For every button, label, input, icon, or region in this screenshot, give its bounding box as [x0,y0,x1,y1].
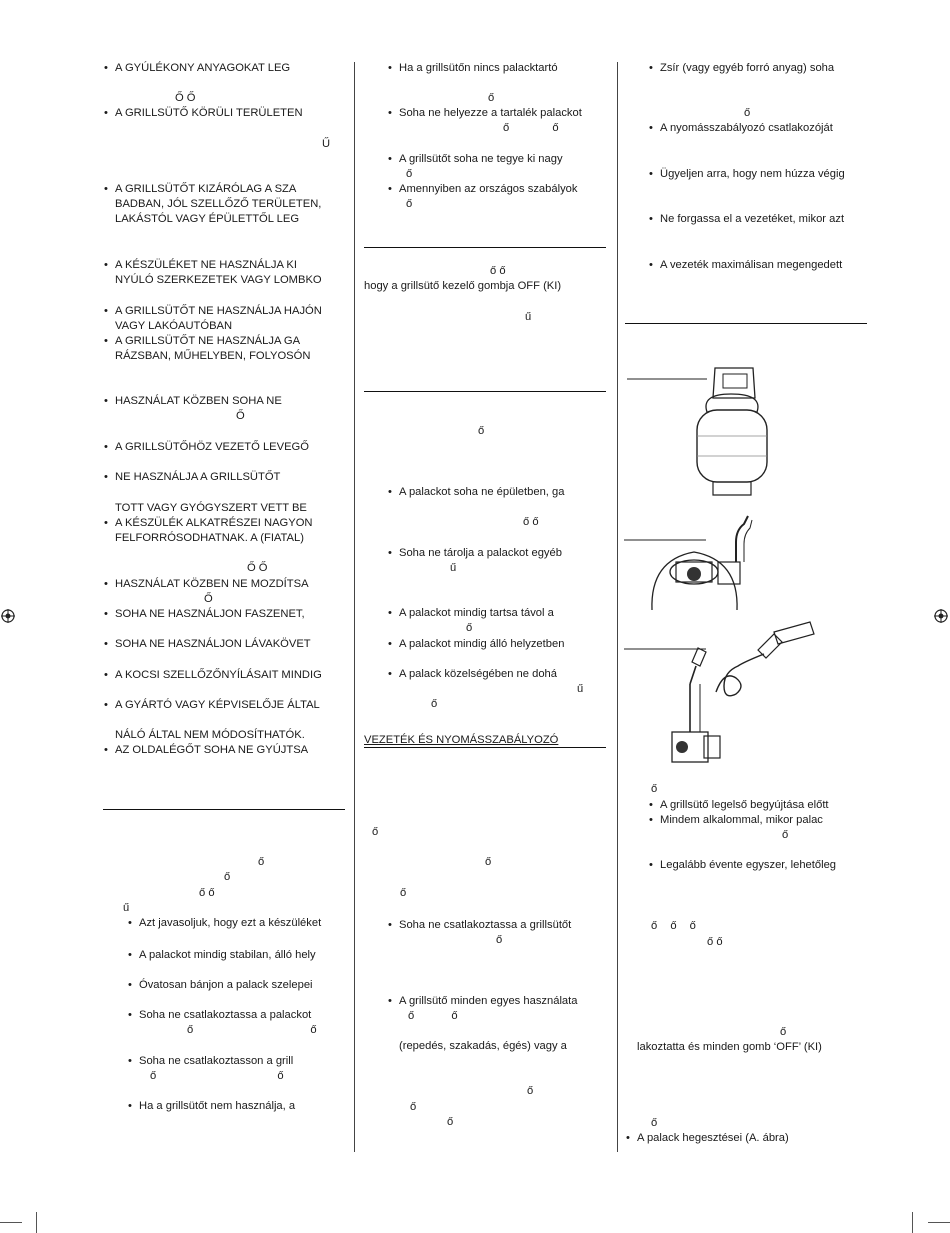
text-line: LAKÁSTÓL VAGY ÉPÜLETTŐL LEG [115,213,300,225]
text-line: hogy a grillsütő kezelő gombja OFF (KI) [364,280,562,292]
storage-item: • A palackot mindig tartsa távol a [399,606,554,621]
safety-item: • A GRILLSÜTŐT KIZÁRÓLAG A SZA [115,182,296,197]
text-fragment: ő ő [523,516,539,528]
text-fragment: Ű [322,138,331,150]
leak-test-item: • A palack hegesztései (A. ábra) [637,1131,789,1146]
text-fragment: ő [527,1085,534,1097]
text-fragment: ő ő [408,1010,458,1022]
text-fragment: ő [782,829,789,841]
safety-item: • HASZNÁLAT KÖZBEN SOHA NE [115,394,282,409]
text-line: (repedés, szakadás, égés) vagy a [399,1040,567,1052]
text-fragment: ő [744,107,751,119]
section-rule [364,247,606,248]
hose-item: • Ügyeljen arra, hogy nem húzza végig [660,167,845,182]
text-fragment: ő ő [199,887,215,899]
text-fragment: ő [406,198,413,210]
storage-item: • Soha ne tárolja a palackot egyéb [399,546,562,561]
hose-item: • Ne forgassa el a vezetéket, mikor azt [660,212,844,227]
hose-item: • Soha ne csatlakoztassa a grillsütőt [399,918,571,933]
text-line: RÁZSBAN, MŰHELYBEN, FOLYOSÓN [115,350,311,362]
crop-mark [36,1212,37,1233]
safety-item: • Amennyiben az országos szabályok [399,182,577,197]
text-line: TOTT VAGY GYÓGYSZERT VETT BE [115,502,307,514]
text-fragment: ő [651,1117,658,1129]
safety-item: • NE HASZNÁLJA A GRILLSÜTŐT [115,470,280,485]
text-fragment: ő [447,1116,454,1128]
storage-item: • A palackot soha ne épületben, ga [399,485,564,500]
registration-mark-icon [934,609,948,623]
text-fragment: ő ő [187,1024,317,1036]
leak-test-item: • Legalább évente egyszer, lehetőleg [660,858,836,873]
gas-bottle-item: • Azt javasoljuk, hogy ezt a készüléket [139,916,321,931]
text-fragment: ő [224,871,231,883]
column-divider-left [354,62,355,1152]
hose-regulator-figure [624,622,824,772]
safety-item: • A GRILLSÜTŐHÖZ VEZETŐ LEVEGŐ [115,440,309,455]
text-fragment: Ő [236,410,245,422]
text-fragment: Ő Ő [247,562,268,574]
text-line: VAGY LAKÓAUTÓBAN [115,320,233,332]
safety-item: • HASZNÁLAT KÖZBEN NE MOZDÍTSA [115,577,309,592]
storage-item: • A palack közelségében ne dohá [399,667,557,682]
text-line: lakoztatta és minden gomb ‘OFF’ (KI) [637,1041,822,1053]
text-fragment: ő [400,887,407,899]
gas-bottle-figure [627,360,777,500]
text-fragment: ű [123,902,130,914]
hose-item: • A nyomásszabályozó csatlakozóját [660,121,833,136]
text-fragment: ő ő [707,936,723,948]
text-fragment: ű [450,562,457,574]
storage-item: • A palackot mindig álló helyzetben [399,637,564,652]
text-fragment: ő ő [150,1070,284,1082]
gas-bottle-item: • Soha ne csatlakoztassa a palackot [139,1008,311,1023]
safety-item: • A GYÚLÉKONY ANYAGOKAT LEG [115,61,290,76]
safety-item: • Soha ne helyezze a tartalék palackot [399,106,582,121]
text-fragment: ő [496,934,503,946]
crop-mark [0,1222,22,1223]
text-fragment: ő [651,783,658,795]
text-line: NÁLÓ ÁLTAL NEM MÓDOSÍTHATÓK. [115,729,305,741]
crop-mark [912,1212,913,1233]
text-fragment: ő [258,856,265,868]
safety-item: • A GRILLSÜTŐT NE HASZNÁLJA GA [115,334,300,349]
text-fragment: ő [406,168,413,180]
gas-bottle-item: • Óvatosan bánjon a palack szelepei [139,978,313,993]
safety-item: • SOHA NE HASZNÁLJON FASZENET, [115,607,305,622]
safety-item: • A GYÁRTÓ VAGY KÉPVISELŐJE ÁLTAL [115,698,320,713]
text-fragment: ű [577,683,584,695]
text-fragment: ő ő [503,122,559,134]
text-fragment: ő [372,826,379,838]
safety-item: • Ha a grillsütőn nincs palacktartó [399,61,558,76]
text-fragment: ő [780,1026,787,1038]
safety-item: • A GRILLSÜTŐT NE HASZNÁLJA HAJÓN [115,304,322,319]
safety-item: • SOHA NE HASZNÁLJON LÁVAKÖVET [115,637,311,652]
text-fragment: ő [466,622,473,634]
text-fragment: ő [485,856,492,868]
section-rule [364,747,606,748]
leak-test-item: • Mindem alkalommal, mikor palac [660,813,823,828]
crop-mark [928,1222,950,1223]
leak-test-item: • A grillsütő legelső begyújtása előtt [660,798,829,813]
regulator-connection-figure [624,512,774,612]
text-fragment: ő ő ő [651,920,696,932]
text-fragment: ő [488,92,495,104]
safety-item: • A KÉSZÜLÉKET NE HASZNÁLJA KI [115,258,297,273]
text-line: BADBAN, JÓL SZELLŐZŐ TERÜLETEN, [115,198,322,210]
text-line: NYÚLÓ SZERKEZETEK VAGY LOMBKO [115,274,322,286]
safety-item: • A KOCSI SZELLŐZŐNYÍLÁSAIT MINDIG [115,668,322,683]
hose-item: • Zsír (vagy egyéb forró anyag) soha [660,61,834,76]
text-fragment: ő [410,1101,417,1113]
section-rule [625,323,867,324]
registration-mark-icon [1,609,15,623]
text-fragment: ő ő [490,265,506,277]
text-fragment: ű [525,311,532,323]
text-fragment: ő [478,425,485,437]
hose-item: • A vezeték maximálisan megengedett [660,258,842,273]
text-line: FELFORRÓSODHATNAK. A (FIATAL) [115,532,304,544]
safety-item: • A GRILLSÜTŐ KÖRÜLI TERÜLETEN [115,106,303,121]
text-fragment: ő [431,698,438,710]
gas-bottle-item: • Soha ne csatlakoztasson a grill [139,1054,293,1069]
section-rule [103,809,345,810]
text-fragment: Ő [204,593,213,605]
column-divider-right [617,62,618,1152]
gas-bottle-item: • Ha a grillsütőt nem használja, a [139,1099,295,1114]
safety-item: • A grillsütőt soha ne tegye ki nagy [399,152,563,167]
section-heading-hose-regulator: VEZETÉK ÉS NYOMÁSSZABÁLYOZÓ [364,734,559,746]
section-rule [364,391,606,392]
safety-item: • A KÉSZÜLÉK ALKATRÉSZEI NAGYON [115,516,313,531]
text-fragment: Ő Ő [175,92,196,104]
gas-bottle-item: • A palackot mindig stabilan, álló hely [139,948,316,963]
safety-item: • AZ OLDALÉGŐT SOHA NE GYÚJTSA [115,743,308,758]
hose-item: • A grillsütő minden egyes használata [399,994,578,1009]
